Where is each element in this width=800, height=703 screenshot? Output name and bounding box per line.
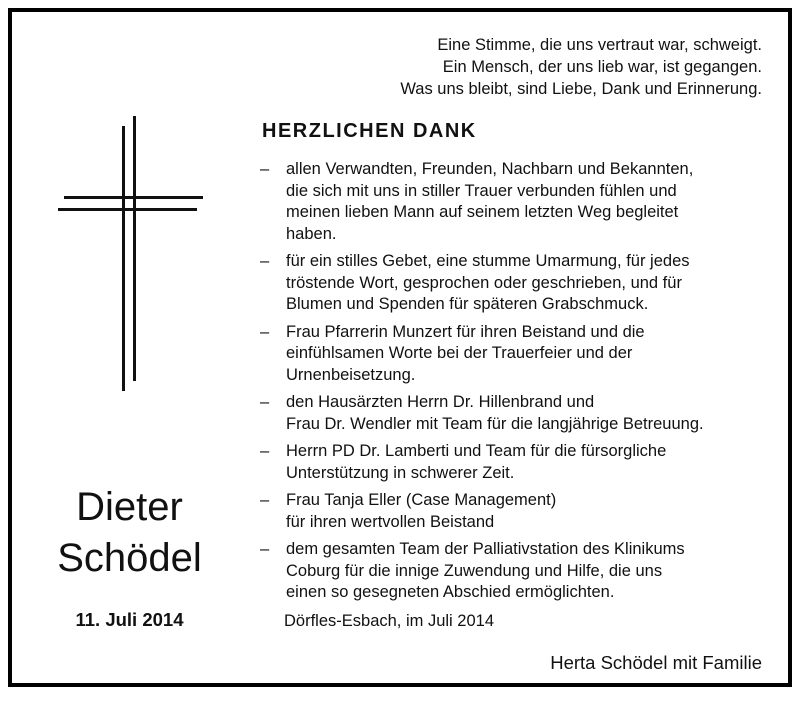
dash: – xyxy=(260,252,270,270)
list-line: Coburg für die innige Zuwendung und Hilfe, die uns xyxy=(286,561,663,580)
list-item xyxy=(260,322,780,387)
list-item xyxy=(260,539,780,604)
death-date: 11. Juli 2014 xyxy=(75,609,184,630)
dash: – xyxy=(260,393,270,411)
list-item xyxy=(260,490,780,533)
dash: – xyxy=(260,160,270,178)
list-item xyxy=(260,159,780,245)
dash: – xyxy=(260,491,270,509)
list-line: meinen lieben Mann auf seinem letzten Weg begleitet xyxy=(286,203,679,221)
list-line: die sich mit uns in stiller Trauer verbunden fühlen und xyxy=(286,181,677,200)
deceased-last-name: Schödel xyxy=(57,536,202,580)
list-line: Unterstützung in schwerer Zeit. xyxy=(286,463,515,482)
list-line: Frau Pfarrerin Munzert für ihren Beistand und die xyxy=(286,322,645,341)
dash: – xyxy=(260,442,270,460)
place-date: Dörfles-Esbach, im Juli 2014 xyxy=(284,612,495,630)
list-line: den Hausärzten Herrn Dr. Hillenbrand und xyxy=(286,393,595,411)
poem xyxy=(400,34,762,100)
list-line: einfühlsamen Worte bei der Trauerfeier und der xyxy=(286,344,633,362)
list-line: dem gesamten Team der Palliativstation des Klinikums xyxy=(286,540,685,558)
list-item xyxy=(260,251,780,316)
obituary-card xyxy=(8,8,792,687)
list-line: einen so gesegneten Abschied ermöglichten. xyxy=(286,583,615,601)
thanks-list xyxy=(260,159,780,610)
poem-line: Eine Stimme, die uns vertraut war, schweigt. xyxy=(437,36,762,54)
list-line: Urnenbeisetzung. xyxy=(286,365,416,384)
list-line: für ihren wertvollen Beistand xyxy=(286,512,495,531)
cross-icon xyxy=(58,116,208,391)
list-line: haben. xyxy=(286,224,337,243)
heading: HERZLICHEN DANK xyxy=(262,120,477,142)
list-line: für ein stilles Gebet, eine stumme Umarmung, für jedes xyxy=(286,252,690,270)
list-item xyxy=(260,441,780,484)
poem-line: Ein Mensch, der uns lieb war, ist gegangen. xyxy=(442,58,762,76)
list-line: Frau Dr. Wendler mit Team für die langjährige Betreuung. xyxy=(286,414,704,433)
list-line: Blumen und Spenden für späteren Grabschmuck. xyxy=(286,295,649,313)
list-item xyxy=(260,392,780,435)
list-line: Herrn PD Dr. Lamberti und Team für die fürsorgliche xyxy=(286,442,667,460)
poem-line: Was uns bleibt, sind Liebe, Dank und Erinnerung. xyxy=(400,80,762,98)
list-line: Frau Tanja Eller (Case Management) xyxy=(286,491,557,509)
dash: – xyxy=(260,540,270,558)
signature: Herta Schödel mit Familie xyxy=(550,652,762,673)
deceased-first-name: Dieter xyxy=(76,485,183,529)
list-line: tröstende Wort, gesprochen oder geschrieben, und für xyxy=(286,273,682,292)
dash: – xyxy=(260,322,270,341)
list-line: allen Verwandten, Freunden, Nachbarn und Bekannten, xyxy=(286,160,694,178)
